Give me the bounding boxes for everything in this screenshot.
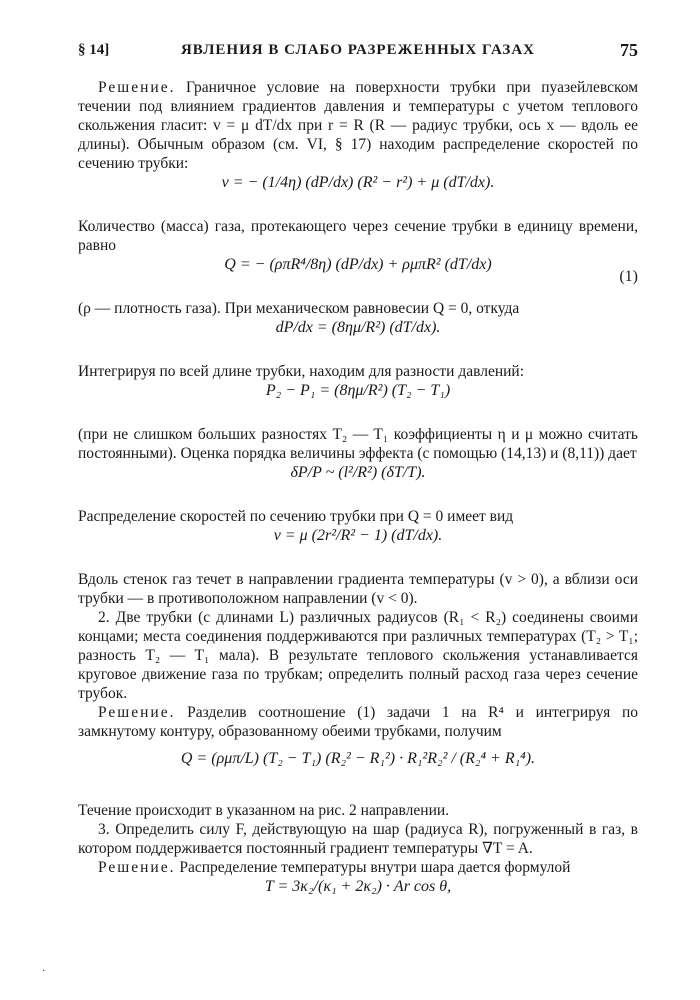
spacer [78,793,638,801]
equation-pressure-difference [78,381,638,425]
equation-text: δP/P ~ (l²/R²) (δT/T). [290,464,426,481]
flow-figure-paragraph: Течение происходит в указанном на рис. 2 направлении. [78,802,450,819]
solution-2-paragraph [78,703,638,741]
equation-text: v = − (1/4η) (dP/dx) (R² − r²) + μ (dT/dx). [221,174,495,191]
section-number: § 14] [78,42,110,58]
paragraph-text: Распределение температуры внутри шара дается формулой [175,859,571,876]
equation-pressure-gradient [78,318,638,362]
equation-number: (1) [619,268,638,285]
running-header [78,40,638,64]
equation-text: P₂ − P₁ = (8ημ/R²) (T₂ − T₁) [265,382,451,399]
print-speck: · [42,966,46,977]
paragraph-text: Разделив соотношение (1) задачи 1 на R⁴ и интегрируя по замкнутому контуру, образованному обеими трубками, получим [78,704,638,740]
chapter-title: ЯВЛЕНИЯ В СЛАБО РАЗРЕЖЕННЫХ ГАЗАХ [180,42,536,58]
velocity-distribution-paragraph: Распределение скоростей по сечению трубки при Q = 0 имеет вид [78,508,514,525]
solution-label: Решение. [98,79,176,96]
integration-paragraph: Интегрируя по всей длине трубки, находим для разности давлений: [78,363,525,380]
solution-label: Решение. [98,704,176,721]
equation-text: T = 3κ₂/(κ₁ + 2κ₂) · Ar cos θ, [264,878,452,895]
equation-text: Q = − (ρπR⁴/8η) (dP/dx) + ρμπR² (dT/dx) [224,256,492,273]
equation-velocity-distribution [78,526,638,570]
solution-3-paragraph [78,858,638,877]
estimate-paragraph: (при не слишком больших разностях T₂ — T₁ коэффициенты η и μ можно считать постоянными). Оценка порядка величины эффекта (с помощью (14,13) и (8,11)) дает [78,426,638,462]
equation-mass-flow [78,255,638,299]
equation-total-flow [78,749,638,793]
density-paragraph: (ρ — плотность газа). При механическом равновесии Q = 0, откуда [78,300,520,317]
page-body [78,78,638,921]
solution-label: Решение. [98,859,176,876]
paragraph-text: Граничное условие на поверхности трубки при пуазейлевском течении под влиянием градиентов давления и температуры с учетом теплового скольжения гласит: v = μ dT/dx при r = R (R — радиус трубки, ось x — вдоль ее длины). Обычным образом (см. VI, § 17) находим распределение скоростей по сечению трубки: [78,79,638,172]
mass-flow-paragraph: Количество (масса) газа, протекающего через сечение трубки в единицу времени, равно [78,218,638,254]
problem-3-paragraph: 3. Определить силу F, действующую на шар (радиуса R), погруженный в газ, в котором поддерживается постоянный градиент температуры ∇T = A. [78,821,638,857]
flow-direction-paragraph: Вдоль стенок газ течет в направлении градиента температуры (v > 0), а вблизи оси трубки — в противоположном направлении (v < 0). [78,571,638,607]
equation-text: v = μ (2r²/R² − 1) (dT/dx). [273,527,443,544]
spacer [78,741,638,749]
equation-text: dP/dx = (8ημ/R²) (dT/dx). [275,319,441,336]
equation-velocity [78,173,638,217]
equation-estimate [78,463,638,507]
equation-temperature [78,877,638,921]
solution-1-paragraph [78,78,638,173]
equation-text: Q = (ρμπ/L) (T₂ − T₁) (R₂² − R₁²) · R₁²R₂² / (R₂⁴ + R₁⁴). [180,750,536,767]
problem-2-paragraph: 2. Две трубки (с длинами L) различных радиусов (R₁ < R₂) соединены своими концами; места соединения поддерживаются при различных температурах (T₂ > T₁; разность T₂ — T₁ мала). В результате теплового скольжения устанавливается круговое движение газа по трубкам; определить полный расход газа через сечение трубок. [78,609,638,702]
page-number: 75 [620,40,638,60]
